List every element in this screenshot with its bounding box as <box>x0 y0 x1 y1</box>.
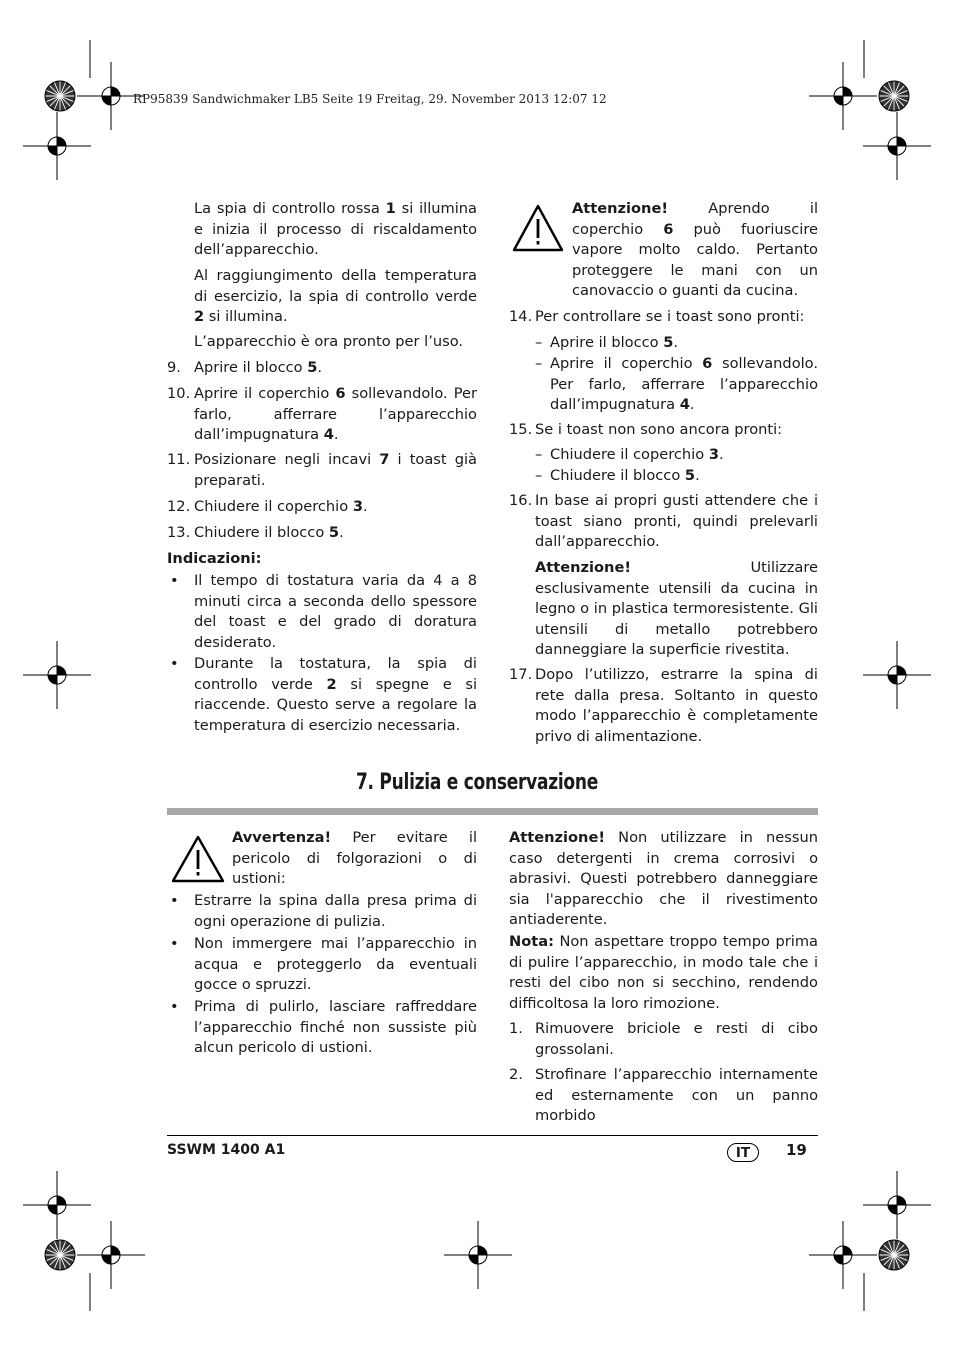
language-badge: IT <box>727 1143 759 1162</box>
registration-mark-top-left <box>23 40 145 180</box>
warning-triangle-icon <box>170 834 226 884</box>
paragraph-ready: L’apparecchio è ora pronto per l’uso. <box>194 333 464 350</box>
warning-triangle-icon <box>511 203 565 253</box>
model-number: SSWM 1400 A1 <box>167 1142 286 1158</box>
registration-mark-top-right <box>809 40 931 180</box>
section-title: 7. Pulizia e conservazione <box>355 770 599 795</box>
registration-mark-middle-right <box>863 641 931 709</box>
right-column-bottom: Attenzione! Non utilizzare in nessun caso detergenti in crema corrosivi o abrasivi. Questi potrebbero danneggiare sia l'apparecchio che il rivestimento antiaderente. Nota: Non aspettare troppo tempo prima di pulire l’apparecchio, in modo tale che i resti del cibo non si secchino, rendendo difficoltosa la loro rimozione. 1. Rimuovere briciole e resti di cibo grossolani. 2. Strofinare l’apparecchio internamente ed esternamente con un panno morbido <box>509 829 818 1124</box>
registration-mark-middle-left <box>23 641 91 709</box>
left-column-bottom: Avvertenza! Per evitare il pericolo di folgorazioni o di ustioni: • Estrarre la spina dalla presa prima di ogni operazione di pulizia. • Non immergere mai l’apparecchio in acqua e proteggerlo da eventuali gocce o spruzzi. • Prima di pulirlo, lasciare raffreddare l’apparecchio finché non sussiste più alcun pericolo di ustioni. <box>170 829 477 1056</box>
left-column-top: La spia di controllo rossa 1 si illumina e inizia il processo di riscaldamento dell’apparecchio. Al raggiungimento della temperatura di esercizio, la spia di controllo verde 2 si illumina. L’apparecchio è ora pronto per l’uso. 9. Aprire il blocco 5. 10. Aprire il coperchio 6 sollevandolo. Per farlo, afferrare l’apparecchio dall’impugnatura 4. 11. Posizionare negli incavi 7 i toast già preparati. 12. Chiudere il coperchio 3. 13. Chiudere il blocco 5. Indicazioni: • Il tempo di tostatura varia da 4 a 8 minuti circa a seconda dello spessore del toast e del grado di doratura desiderato. • Durante la tostatura, la spia di controllo verde 2 si spegne e si riaccende. Questo serve a regolare la temperatura di esercizio necessaria. <box>167 200 478 734</box>
notes-heading: Indicazioni: <box>167 550 262 567</box>
paragraph-green-light: Al raggiungimento della temperatura di esercizio, la spia di controllo verde 2 si illumina. <box>194 267 477 325</box>
page-number: 19 <box>786 1141 807 1159</box>
right-column-top: Attenzione! Aprendo il coperchio 6 può fuoriuscire vapore molto caldo. Pertanto proteggere le mani con un canovaccio o guanti da cucina. 14. Per controllare se i toast sono pronti: – Aprire il blocco 5. – Aprire il coperchio 6 sollevandolo. Per farlo, afferrare l’apparecchio dall’impugnatura 4. 15. Se i toast non sono ancora pronti: – Chiudere il coperchio 3. – Chiudere il blocco 5. 16. In base ai propri gusti attendere che i toast siano pronti, quindi prelevarli dall’apparecchio. Attenzione! Utilizzare esclusivamente utensili da cucina in legno o in plastica termoresistente. Gli utensili di metallo potrebbero danneggiare la superficie rivestita. 17. Dopo l’utilizzo, estrarre la spina di rete dalla presa. Soltanto in questo modo l’apparecchio è completamente privo di alimentazione. <box>509 200 818 745</box>
registration-mark-bottom-center <box>444 1221 512 1289</box>
print-header: RP95839 Sandwichmaker LB5 Seite 19 Freitag, 29. November 2013 12:07 12 <box>133 92 607 106</box>
footer-divider <box>167 1135 818 1136</box>
registration-mark-bottom-left <box>23 1171 145 1311</box>
detergent-attention: Attenzione! Non utilizzare in nessun caso detergenti in crema corrosivi o abrasivi. Questi potrebbero danneggiare sia l'apparecchio che il rivestimento antiaderente. <box>509 829 818 928</box>
registration-mark-bottom-right <box>809 1171 931 1311</box>
paragraph-red-light: La spia di controllo rossa 1 si illumina e inizia il processo di riscaldamento dell’apparecchio. <box>194 200 477 258</box>
section-divider <box>167 808 818 815</box>
cleaning-note: Nota: Non aspettare troppo tempo prima di pulire l’apparecchio, in modo tale che i resti del cibo non si secchino, rendendo difficoltosa la loro rimozione. <box>509 933 818 1012</box>
